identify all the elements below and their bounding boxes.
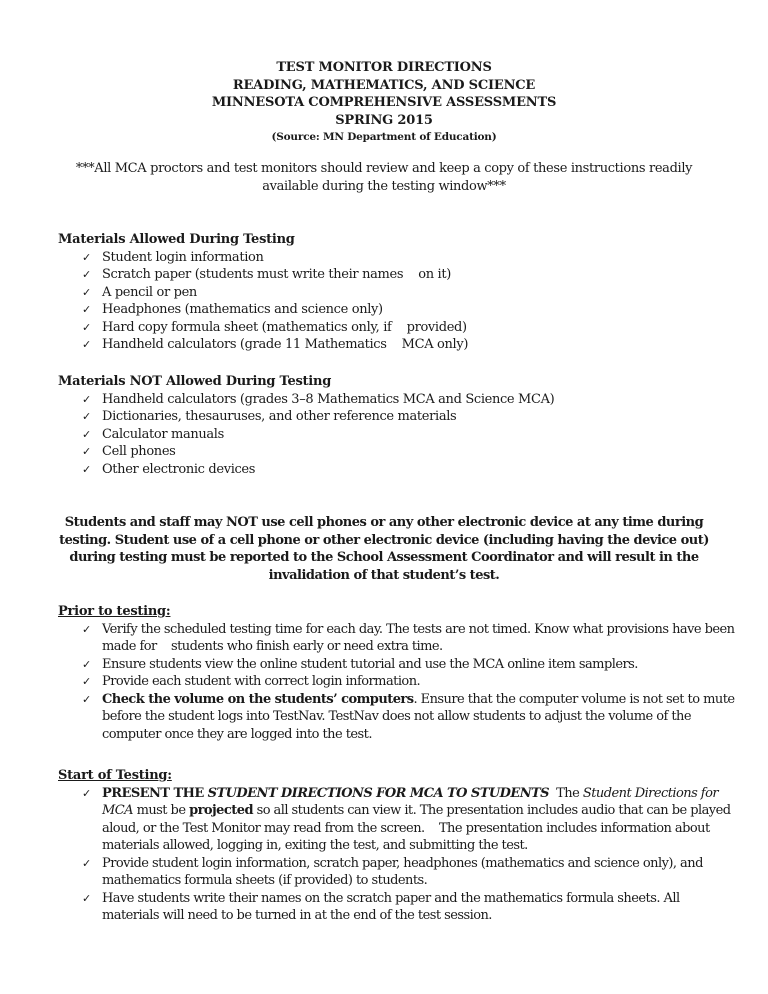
list-item-text: A pencil or pen <box>102 284 197 300</box>
check-icon: ✓ <box>82 445 91 458</box>
list-item-bold-italic-text: STUDENT DIRECTIONS FOR MCA TO STUDENTS <box>207 785 550 801</box>
list-item-text: Provide student login information, scratch paper, headphones (mathematics and science only), and mathematics formula sheets (if provided) to students. <box>102 855 703 888</box>
notice-text: ***All MCA proctors and test monitors should review and keep a copy of these instructions readily available during the testing window*** <box>75 161 693 194</box>
title-line-1: TEST MONITOR DIRECTIONS <box>276 60 492 75</box>
list-item-text: . Ensure that the computer volume is not set to mute before the student logs into TestNav. TestNav does not allow students to adjust the volume of the computer once they are logged into the test. <box>102 691 735 742</box>
list-item-text: Calculator manuals <box>102 426 224 442</box>
prior-to-testing-list <box>58 621 738 744</box>
check-icon: ✓ <box>82 303 91 316</box>
list-item <box>58 691 738 744</box>
check-icon: ✓ <box>82 891 91 905</box>
list-item-text: must be <box>133 803 190 818</box>
title-line-2: READING, MATHEMATICS, AND SCIENCE <box>232 77 536 93</box>
list-item-text: Ensure students view the online student tutorial and use the MCA online item samplers. <box>102 656 638 672</box>
list-item-bold-text: Check the volume on the students’ computers <box>102 691 414 707</box>
list-item-text: Handheld calculators (grades 3–8 Mathematics MCA and Science MCA) <box>102 391 555 407</box>
check-icon: ✓ <box>82 675 91 688</box>
materials-allowed-list <box>58 249 738 354</box>
check-icon: ✓ <box>82 692 91 706</box>
list-item-text: Student login information <box>102 249 264 265</box>
check-icon: ✓ <box>82 410 91 423</box>
list-item-text: Dictionaries, thesauruses, and other reference materials <box>102 409 457 424</box>
list-item <box>58 855 738 890</box>
list-item-text: Headphones (mathematics and science only) <box>102 302 383 317</box>
title-line-4: SPRING 2015 <box>335 112 433 128</box>
list-item-text: Hard copy formula sheet (mathematics only, if provided) <box>102 319 467 335</box>
source-line: (Source: MN Department of Education) <box>271 131 497 143</box>
list-item <box>58 301 738 319</box>
check-icon: ✓ <box>82 622 91 636</box>
list-item-text: Scratch paper (students must write their names on it) <box>102 267 451 282</box>
check-icon: ✓ <box>82 657 91 671</box>
check-icon: ✓ <box>82 392 91 406</box>
start-of-testing-heading: Start of Testing: <box>58 768 172 783</box>
check-icon: ✓ <box>82 285 91 299</box>
start-of-testing-list <box>58 785 738 925</box>
device-warning: Students and staff may NOT use cell phones or any other electronic device at any time during testing. Student use of a cell phone or other electronic device (including having the device out) during testing must be reported to the School Assessment Coordinator and will result in the invalidation of that student’s test. <box>59 515 709 583</box>
check-icon: ✓ <box>82 462 91 476</box>
list-item <box>58 656 738 674</box>
list-item <box>58 391 738 409</box>
list-item <box>58 319 738 337</box>
materials-not-allowed-heading: Materials NOT Allowed During Testing <box>58 374 332 389</box>
list-item-text: so all students can view it. The presentation includes audio that can be played aloud, or the Test Monitor may read from the screen. The presentation includes information about materials allowed, logging in, exiting the test, and submitting the test. <box>102 803 735 853</box>
check-icon: ✓ <box>82 250 91 264</box>
prior-to-testing-section <box>58 603 738 743</box>
check-icon: ✓ <box>82 338 91 351</box>
list-item <box>58 336 738 354</box>
list-item <box>58 785 738 855</box>
list-item-text: The <box>549 785 583 801</box>
list-item-text: Provide each student with correct login information. <box>102 674 421 689</box>
list-item <box>58 621 738 656</box>
check-icon: ✓ <box>82 786 91 800</box>
list-item <box>58 426 738 444</box>
check-icon: ✓ <box>82 856 91 870</box>
materials-allowed-section <box>58 231 738 354</box>
list-item-text: Cell phones <box>102 444 176 459</box>
list-item <box>58 249 738 267</box>
list-item-text: Other electronic devices <box>102 461 256 477</box>
list-item-text: Handheld calculators (grade 11 Mathematics MCA only) <box>102 337 469 352</box>
list-item-italic-text: Student Directions for MCA <box>102 785 719 818</box>
materials-allowed-heading: Materials Allowed During Testing <box>58 232 295 247</box>
title-line-3: MINNESOTA COMPREHENSIVE ASSESSMENTS <box>211 95 557 110</box>
materials-not-allowed-list <box>58 391 738 479</box>
list-item-bold-text: projected <box>189 803 253 818</box>
list-item <box>58 461 738 479</box>
list-item-bold-text: PRESENT THE <box>102 785 208 801</box>
check-icon: ✓ <box>82 320 91 334</box>
list-item <box>58 284 738 302</box>
list-item <box>58 408 738 426</box>
check-icon: ✓ <box>82 268 91 281</box>
start-of-testing-section <box>58 767 738 925</box>
list-item <box>58 673 738 691</box>
materials-not-allowed-section <box>58 373 738 478</box>
prior-to-testing-heading: Prior to testing: <box>58 604 171 619</box>
list-item <box>58 890 738 925</box>
document-title <box>0 59 768 145</box>
list-item-text: Verify the scheduled testing time for each day. The tests are not timed. Know what provisions have been made for students who finish early or need extra time. <box>102 621 739 654</box>
check-icon: ✓ <box>82 427 91 441</box>
list-item-text: Have students write their names on the scratch paper and the mathematics formula sheets. All materials will need to be turned in at the end of the test session. <box>102 890 680 923</box>
list-item <box>58 443 738 461</box>
list-item <box>58 266 738 284</box>
